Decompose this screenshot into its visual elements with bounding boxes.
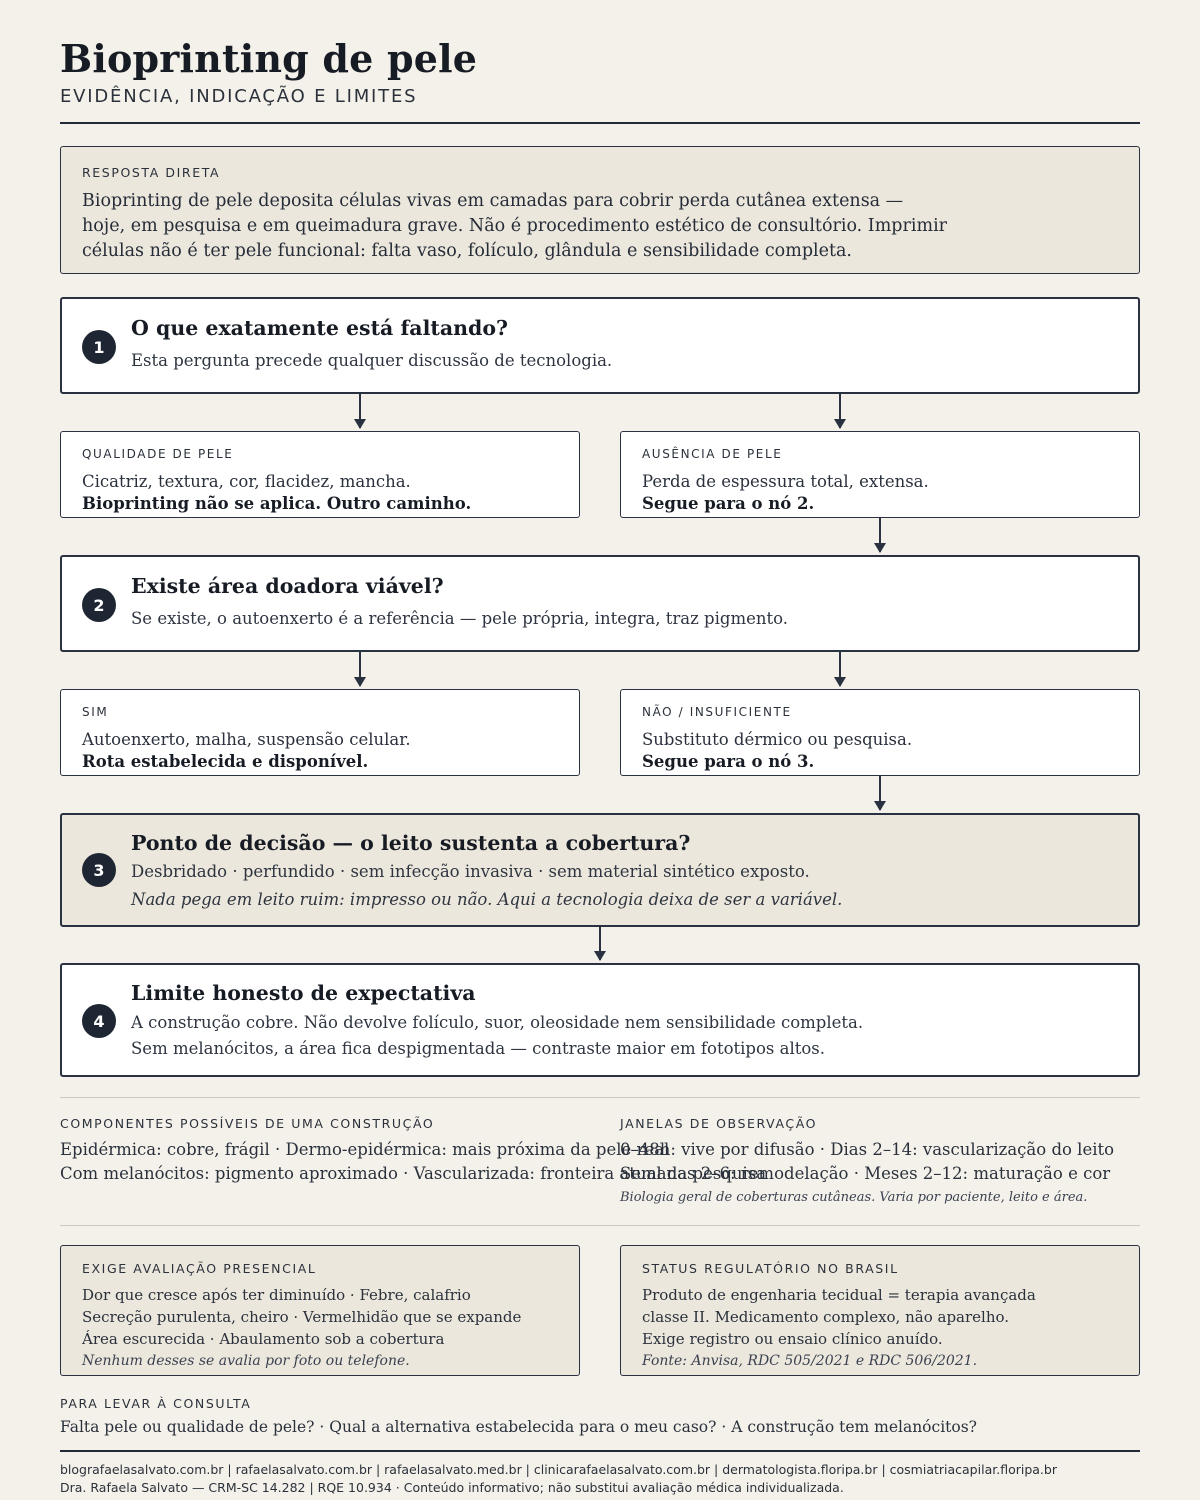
node-number-badge: 2 — [82, 588, 116, 622]
regulatory-line: Exige registro ou ensaio clínico anuído. — [642, 1330, 943, 1348]
components-line: Com melanócitos: pigmento aproximado · Vascularizada: fronteira atual da pesquisa — [60, 1164, 767, 1183]
direct-answer-kicker: RESPOSTA DIRETA — [82, 165, 221, 180]
regulatory-line: classe II. Medicamento complexo, não aparelho. — [642, 1308, 1010, 1326]
consulta-kicker: PARA LEVAR À CONSULTA — [60, 1396, 252, 1411]
node-title: Existe área doadora viável? — [131, 574, 444, 598]
direct-answer-line: células não é ter pele funcional: falta vaso, folículo, glândula e sensibilidade completa. — [82, 241, 852, 261]
direct-answer-box — [60, 146, 1140, 274]
arrow-down-icon — [879, 776, 881, 810]
node-text: A construção cobre. Não devolve folículo, suor, oleosidade nem sensibilidade completa. — [131, 1013, 864, 1032]
node-title: Ponto de decisão — o leito sustenta a cobertura? — [131, 831, 691, 855]
presencial-note: Nenhum desses se avalia por foto ou telefone. — [82, 1353, 410, 1369]
regulatory-box — [620, 1245, 1140, 1376]
decision-node-3 — [60, 813, 1140, 927]
node-number-badge: 4 — [82, 1004, 116, 1038]
arrow-down-icon — [599, 927, 601, 960]
decision-node-1 — [60, 297, 1140, 394]
presencial-line: Dor que cresce após ter diminuído · Febre, calafrio — [82, 1286, 471, 1304]
direct-answer-line: Bioprinting de pele deposita células vivas em camadas para cobrir perda cutânea extensa — — [82, 191, 904, 211]
node-note: Nada pega em leito ruim: impresso ou não. Aqui a tecnologia deixa de ser a variável. — [131, 890, 843, 909]
windows-line: Semanas 2–6: remodelação · Meses 2–12: maturação e cor — [620, 1164, 1111, 1183]
node-text: Sem melanócitos, a área fica despigmentada — contraste maior em fototipos altos. — [131, 1039, 826, 1058]
presencial-kicker: EXIGE AVALIAÇÃO PRESENCIAL — [82, 1261, 317, 1276]
branch-conclusion: Rota estabelecida e disponível. — [82, 752, 369, 771]
branch-text: Substituto dérmico ou pesquisa. — [642, 730, 913, 749]
node-number-badge: 1 — [82, 330, 116, 364]
page-subtitle: EVIDÊNCIA, INDICAÇÃO E LIMITES — [60, 86, 418, 107]
node-title: Limite honesto de expectativa — [131, 981, 476, 1005]
windows-kicker: JANELAS DE OBSERVAÇÃO — [620, 1116, 818, 1131]
branch-conclusion: Bioprinting não se aplica. Outro caminho. — [82, 494, 472, 513]
windows-line: 0–48h: vive por difusão · Dias 2–14: vascularização do leito — [620, 1140, 1115, 1159]
branch-kicker: NÃO / INSUFICIENTE — [642, 705, 792, 719]
branch-kicker: SIM — [82, 705, 109, 719]
footer-credit: Dra. Rafaela Salvato — CRM-SC 14.282 | RQE 10.934 · Conteúdo informativo; não substitui avaliação médica individualizada. — [60, 1480, 844, 1495]
node-number-badge: 3 — [82, 853, 116, 887]
windows-note: Biologia geral de coberturas cutâneas. Varia por paciente, leito e área. — [620, 1190, 1088, 1205]
branch-conclusion: Segue para o nó 3. — [642, 752, 815, 771]
header-divider — [60, 122, 1140, 124]
footer-divider — [60, 1450, 1140, 1452]
decision-node-2 — [60, 555, 1140, 652]
presencial-box — [60, 1245, 580, 1376]
branch-text: Autoenxerto, malha, suspensão celular. — [82, 730, 411, 749]
presencial-line: Secreção purulenta, cheiro · Vermelhidão que se expande — [82, 1308, 522, 1326]
branch-skin-absence — [620, 431, 1140, 518]
arrow-down-icon — [359, 394, 361, 428]
branch-text: Perda de espessura total, extensa. — [642, 472, 929, 491]
page-title: Bioprinting de pele — [60, 36, 478, 81]
components-line: Epidérmica: cobre, frágil · Dermo-epidérmica: mais próxima da pele real — [60, 1140, 670, 1159]
regulatory-line: Produto de engenharia tecidual = terapia avançada — [642, 1286, 1036, 1304]
branch-text: Cicatriz, textura, cor, flacidez, mancha. — [82, 472, 411, 491]
arrow-down-icon — [879, 518, 881, 552]
branch-conclusion: Segue para o nó 2. — [642, 494, 815, 513]
branch-no — [620, 689, 1140, 776]
branch-kicker: AUSÊNCIA DE PELE — [642, 447, 783, 461]
section-divider — [60, 1225, 1140, 1226]
section-divider — [60, 1097, 1140, 1098]
regulatory-note: Fonte: Anvisa, RDC 505/2021 e RDC 506/2021. — [642, 1353, 978, 1369]
node-title: O que exatamente está faltando? — [131, 316, 509, 340]
branch-yes — [60, 689, 580, 776]
decision-node-4 — [60, 963, 1140, 1077]
footer-links: blografaelasalvato.com.br | rafaelasalvato.com.br | rafaelasalvato.med.br | clinicarafaelasalvato.com.br | dermatologista.floripa.br | cosmiatriacapilar.floripa.br — [60, 1462, 1057, 1477]
regulatory-kicker: STATUS REGULATÓRIO NO BRASIL — [642, 1261, 899, 1276]
branch-kicker: QUALIDADE DE PELE — [82, 447, 234, 461]
branch-skin-quality — [60, 431, 580, 518]
components-kicker: COMPONENTES POSSÍVEIS DE UMA CONSTRUÇÃO — [60, 1116, 435, 1131]
node-text: Desbridado · perfundido · sem infecção invasiva · sem material sintético exposto. — [131, 862, 810, 881]
node-text: Se existe, o autoenxerto é a referência — pele própria, integra, traz pigmento. — [131, 609, 788, 628]
arrow-down-icon — [839, 394, 841, 428]
presencial-line: Área escurecida · Abaulamento sob a cobertura — [82, 1330, 445, 1348]
arrow-down-icon — [359, 652, 361, 686]
node-text: Esta pergunta precede qualquer discussão de tecnologia. — [131, 351, 613, 370]
arrow-down-icon — [839, 652, 841, 686]
consulta-questions: Falta pele ou qualidade de pele? · Qual a alternativa estabelecida para o meu caso? · A construção tem melanócitos? — [60, 1418, 977, 1436]
direct-answer-line: hoje, em pesquisa e em queimadura grave. Não é procedimento estético de consultório. Imprimir — [82, 216, 948, 236]
